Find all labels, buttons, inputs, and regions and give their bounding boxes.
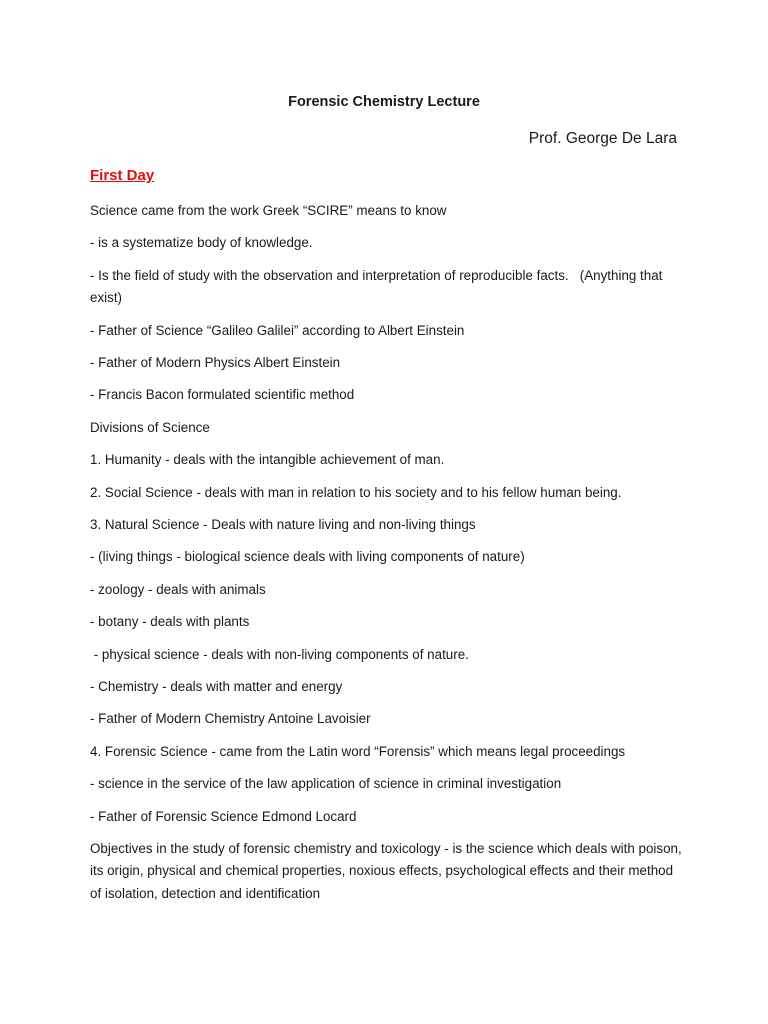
paragraph: - is a systematize body of knowledge. [90,235,313,251]
section-heading: First Day [90,167,155,184]
paragraph: 2. Social Science - deals with man in relation to his society and to his fellow human being. [90,484,622,500]
paragraph: - botany - deals with plants [90,614,250,630]
paragraph: - science in the service of the law application of science in criminal investigation [90,776,562,792]
paragraph: - zoology - deals with animals [90,581,266,597]
paragraph: - Father of Modern Chemistry Antoine Lavoisier [90,711,371,727]
paragraph: - Father of Science “Galileo Galilei” according to Albert Einstein [90,322,465,338]
paragraph: - physical science - deals with non-living components of nature. [90,646,469,662]
author-name: Prof. George De Lara [528,130,677,147]
paragraph: Divisions of Science [90,419,210,435]
document-title: Forensic Chemistry Lecture [288,94,480,110]
paragraph: 1. Humanity - deals with the intangible achievement of man. [90,452,445,468]
paragraph: - (living things - biological science deals with living components of nature) [90,549,525,565]
paragraph: - Father of Modern Physics Albert Einstein [90,355,341,371]
paragraph: Objectives in the study of forensic chemistry and toxicology - is the science which deals with poison, its origin, physical and chemical properties, noxious effects, psychological effects and their method of isolation, detection and identification [90,840,686,901]
paragraph: - Francis Bacon formulated scientific method [90,387,355,403]
paragraph: - Father of Forensic Science Edmond Locard [90,808,357,824]
paragraph: 3. Natural Science - Deals with nature living and non-living things [90,517,476,533]
lecture-body [90,200,685,915]
paragraph: 4. Forensic Science - came from the Latin word “Forensis” which means legal proceedings [90,743,626,759]
paragraph: - Chemistry - deals with matter and energy [90,678,343,694]
paragraph: - Is the field of study with the observation and interpretation of reproducible facts. (Anything that exist) [90,267,667,306]
paragraph: Science came from the work Greek “SCIRE” means to know [90,203,447,218]
